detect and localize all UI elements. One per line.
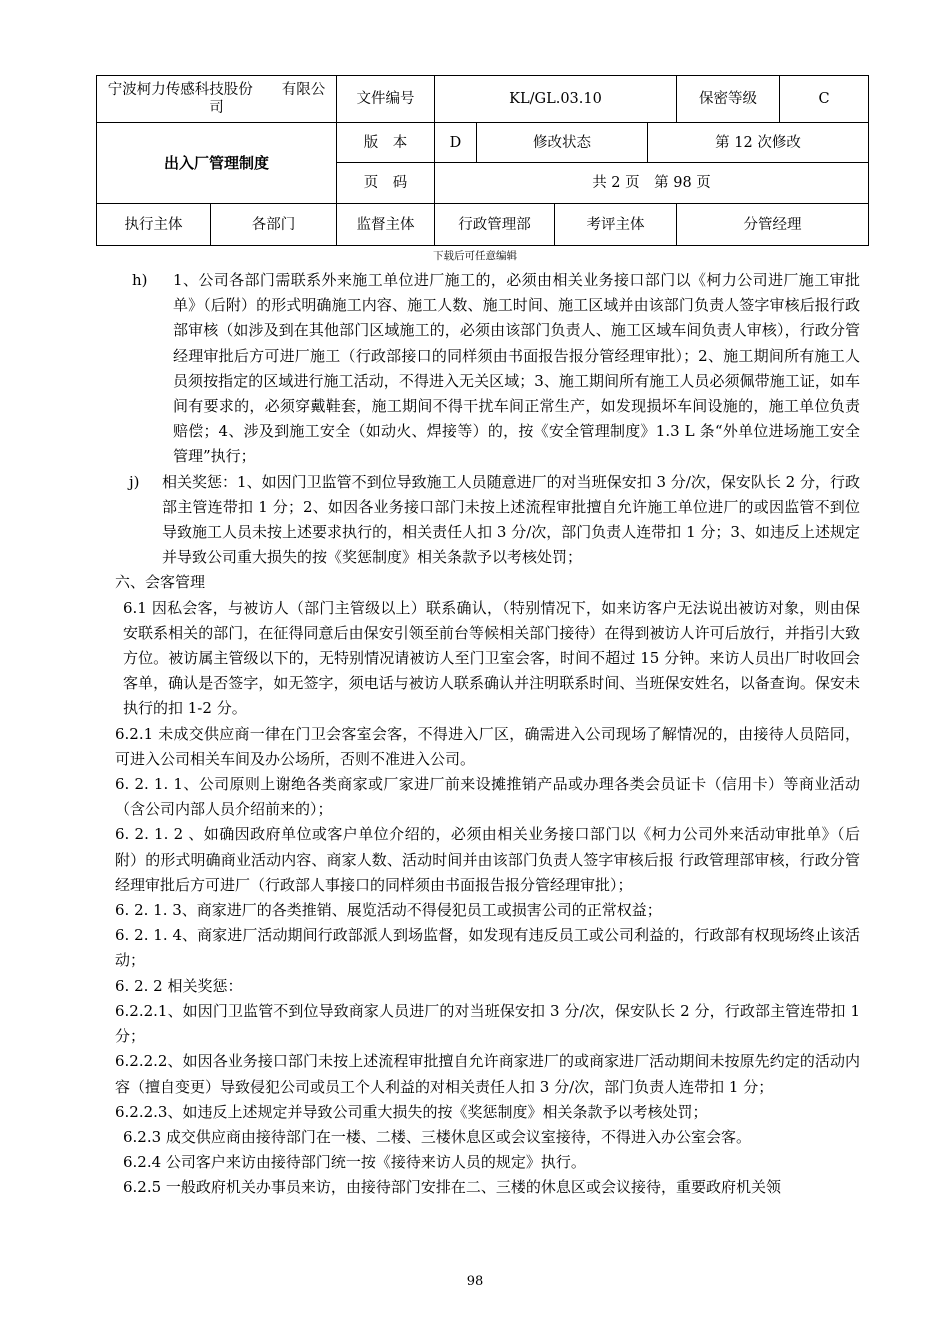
document-header-table <box>96 75 869 246</box>
paragraph: 6.2.3 成交供应商由接待部门在一楼、二楼、三楼休息区或会议室接待，不得进入办公室会客。 <box>123 1127 751 1146</box>
supervise-label: 监督主体 <box>337 204 435 246</box>
eval-value: 分管经理 <box>677 204 869 246</box>
revision-value: 第 12 次修改 <box>648 123 869 163</box>
page-number: 98 <box>466 1274 484 1289</box>
list-item-text: 1、公司各部门需联系外来施工单位进厂施工的，必须由相关业务接口部门以《柯力公司进厂施工审批单》（后附）的形式明确施工内容、施工人数、施工时间、施工区域并由该部门负责人签字审核后报行政部审核（如涉及到在其他部门区域施工的，必须由该部门负责人、施工区域车间负责人审核），行政分管经理审批后方可进厂施工（行政部接口的同样须由书面报告报分管经理审批）；2、施工期间所有施工人员须按指定的区域进行施工活动，不得进入无关区域；3、施工期间所有施工人员必须佩带施工证，如车间有要求的，必须穿戴鞋套，施工期间不得干扰车间正常生产，如发现损坏车间设施的，施工单位负责赔偿；4、涉及到施工安全（如动火、焊接等）的，按《安全管理制度》1.3 L 条“外单位进场施工安全管理”执行； <box>173 271 860 466</box>
section-heading: 六、会客管理 <box>115 573 206 592</box>
paragraph: 6. 2. 1. 2 、如确因政府单位或客户单位介绍的，必须由相关业务接口部门以《柯力公司外来活动审批单》（后附）的形式明确商业活动内容、商家人数、活动时间并由该部门负责人签字审核后报 行政管理部审核，行政分管经理审批后方可进厂（行政部人事接口的同样须由书面报告报分管经理审批）； <box>115 825 860 894</box>
doc-no-label: 文件编号 <box>337 76 435 123</box>
paragraph: 6. 2. 1. 4、商家进厂活动期间行政部派人到场监督，如发现有违反员工或公司利益的，行政部有权现场终止该活动； <box>115 926 860 970</box>
paragraph: 6.2.2.3、如违反上述规定并导致公司重大损失的按《奖惩制度》相关条款予以考核处罚； <box>115 1102 708 1121</box>
paragraph: 6.2.5 一般政府机关办事员来访，由接待部门安排在二、三楼的休息区或会议接待，重要政府机关领 <box>123 1178 781 1197</box>
paragraph: 6. 2. 1. 1、公司原则上谢绝各类商家或厂家进厂前来设摊推销产品或办理各类会员证卡（信用卡）等商业活动（含公司内部人员介绍前来的）； <box>115 775 860 819</box>
version-label: 版 本 <box>337 123 435 163</box>
page-info: 共 2 页 第 98 页 <box>435 163 869 204</box>
version-value: D <box>435 123 477 163</box>
edit-note: 下载后可任意编辑 <box>433 250 517 262</box>
list-item-h <box>115 268 860 470</box>
paragraph: 6.2.1 未成交供应商一律在门卫会客室会客，不得进入厂区，确需进入公司现场了解情况的，由接待人员陪同，可进入公司相关车间及办公场所，否则不准进入公司。 <box>115 724 860 768</box>
page-label: 页 码 <box>337 163 435 204</box>
company-name: 宁波柯力传感科技股份 有限公司 <box>97 76 337 123</box>
doc-no: KL/GL.03.10 <box>435 76 677 123</box>
list-item-text: 相关奖惩：1、如因门卫监管不到位导致施工人员随意进厂的对当班保安扣 3 分/次，保安队长 2 分，行政部主管连带扣 1 分；2、如因各业务接口部门未按上述流程审批擅自允许施工单位进厂的或因监管不到位导致施工人员未按上述要求执行的，相关责任人扣 3 分/次，部门负责人连带扣 1 分；3、如违反上述规定并导致公司重大损失的按《奖惩制度》相关条款予以考核处罚； <box>162 472 860 567</box>
paragraph: 6. 2. 2 相关奖惩： <box>115 976 243 995</box>
secrecy-level: C <box>780 76 869 123</box>
list-item-j <box>115 470 860 571</box>
eval-label: 考评主体 <box>555 204 677 246</box>
supervise-value: 行政管理部 <box>435 204 555 246</box>
paragraph: 6. 2. 1. 3、商家进厂的各类推销、展览活动不得侵犯员工或损害公司的正常权益； <box>115 901 662 920</box>
document-body <box>115 268 860 1201</box>
secrecy-label: 保密等级 <box>677 76 780 123</box>
exec-label: 执行主体 <box>97 204 211 246</box>
exec-value: 各部门 <box>211 204 337 246</box>
document-title: 出入厂管理制度 <box>97 123 337 204</box>
list-marker: j) <box>129 472 140 491</box>
list-marker: h) <box>132 271 148 289</box>
revision-label: 修改状态 <box>477 123 648 163</box>
paragraph: 6.1 因私会客，与被访人（部门主管级以上）联系确认，（特别情况下，如来访客户无法说出被访对象，则由保安联系相关的部门，在征得同意后由保安引领至前台等候相关部门接待）在得到被访人许可后放行，并指引大致方位。被访属主管级以下的，无特别情况请被访人至门卫室会客，时间不超过 15 分钟。来访人员出厂时收回会客单，确认是否签字，如无签字，须电话与被访人联系确认并注明联系时间、当班保安姓名，以备查询。保安未执行的扣 1-2 分。 <box>123 598 860 718</box>
paragraph: 6.2.2.2、如因各业务接口部门未按上述流程审批擅自允许商家进厂的或商家进厂活动期间未按原先约定的活动内容（擅自变更）导致侵犯公司或员工个人利益的对相关责任人扣 3 分/次，部门负责人连带扣 1 分； <box>115 1052 860 1096</box>
paragraph: 6.2.4 公司客户来访由接待部门统一按《接待来访人员的规定》执行。 <box>123 1153 586 1172</box>
paragraph: 6.2.2.1、如因门卫监管不到位导致商家人员进厂的对当班保安扣 3 分/次，保安队长 2 分，行政部主管连带扣 1 分； <box>115 1001 860 1046</box>
